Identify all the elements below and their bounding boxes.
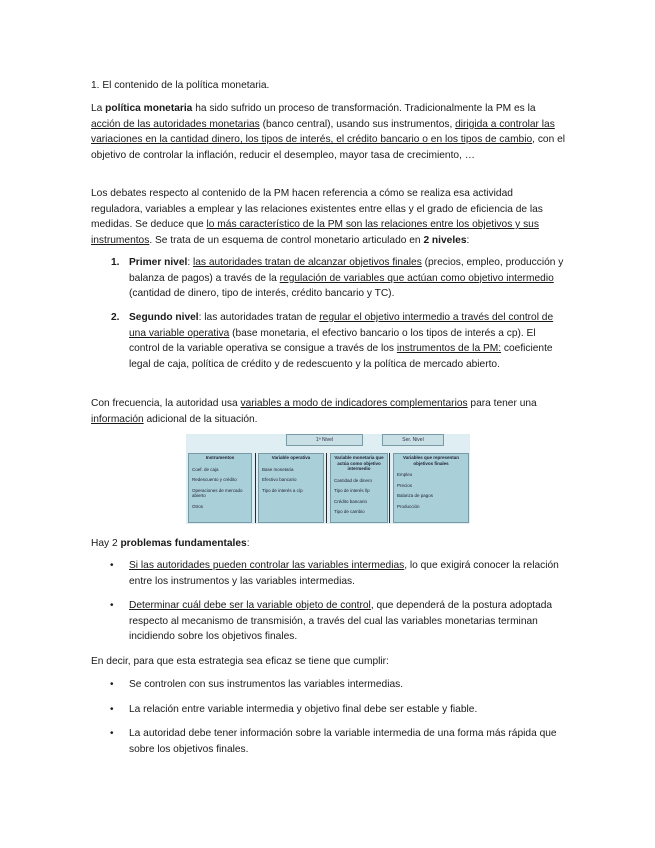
paragraph-indicators xyxy=(91,396,566,427)
bullet-icon: • xyxy=(110,600,114,611)
column-item: Producción xyxy=(397,503,420,509)
diagram-separator xyxy=(326,453,327,523)
column-item: Cantidad de dinero xyxy=(334,477,373,483)
underlined-text: información xyxy=(91,413,144,425)
underlined-text: instrumentos de la PM: xyxy=(396,343,502,355)
underlined-text: dirigida a controlar las variaciones en la cantidad dinero, los tipos de interés, el crédito bancario o en los tipos de cambio xyxy=(91,118,555,146)
text: (precios, empleo, producción y balanza de pagos) a través de la xyxy=(129,257,564,284)
text: : las autoridades tratan de xyxy=(198,312,320,323)
text: para tener una xyxy=(467,398,537,409)
underlined-text: Si las autoridades pueden controlar las variables intermedias xyxy=(129,560,405,571)
control-scheme-diagram xyxy=(186,434,470,524)
condition-item-2 xyxy=(91,702,566,718)
list-text xyxy=(129,255,566,302)
text: coeficiente legal de caja, política de crédito y de redescuento y la política de mercado abierto. xyxy=(129,343,553,370)
problem-item-2 xyxy=(91,598,566,645)
text: , lo que exigirá conocer la relación entre los instrumentos y las variables intermedias. xyxy=(129,560,559,587)
diagram-column-final xyxy=(393,453,469,523)
text: : xyxy=(246,538,250,549)
bullet-icon: • xyxy=(110,728,114,739)
text: ha sido sufrido un proceso de transformación. Tradicionalmente la PM es la xyxy=(192,103,536,114)
text: La xyxy=(91,103,106,114)
text: Los debates respecto al contenido de la PM hacen referencia a cómo se realiza esa actividad reguladora, variables a emplear y las relaciones existentes entre ellas y el grado de eficiencia de las medidas. Se deduce que xyxy=(91,188,543,231)
text: (base monetaria, el efectivo bancario o los tipos de interés a cp). El control de la variable operativa se consigue a través de los xyxy=(129,327,536,355)
text: : xyxy=(187,257,193,268)
bold-term: 2 niveles xyxy=(423,234,467,246)
underlined-text: regular el objetivo intermedio a través del control de una variable operativa xyxy=(129,312,554,339)
section-heading: 1. El contenido de la política monetaria. xyxy=(91,80,270,91)
text: (banco central), usando sus instrumentos, xyxy=(259,118,456,130)
text: adicional de la situación. xyxy=(143,413,258,425)
list-number: 2. xyxy=(111,312,120,323)
text: Con frecuencia, la autoridad usa xyxy=(91,398,241,409)
bold-term: problemas fundamentales xyxy=(120,538,247,549)
level-item-2 xyxy=(91,310,566,372)
paragraph-debates xyxy=(91,186,566,248)
column-header: Variable operativa xyxy=(271,455,311,460)
bullet-icon: • xyxy=(110,560,114,571)
list-text: La autoridad debe tener información sobre la variable intermedia de una forma más rápida que sobre los objetivos finales. xyxy=(129,728,557,755)
underlined-text: lo más característico de la PM son las relaciones entre los objetivos y sus instrumentos xyxy=(91,219,539,246)
column-item: Otros xyxy=(192,503,204,509)
text: Hay 2 xyxy=(91,538,121,549)
bullet-icon: • xyxy=(110,679,114,690)
column-item: Tipo de interés a c/p xyxy=(262,487,303,493)
column-header: Instrumentos xyxy=(205,455,235,460)
column-header: Variables que representan objetivos finales xyxy=(402,455,460,466)
column-item: Redescuento y crédito xyxy=(192,477,237,482)
list-text xyxy=(129,598,566,645)
conditions-intro: En decir, para que esta estrategia sea eficaz se tiene que cumplir: xyxy=(91,656,389,667)
underlined-text: acción de las autoridades monetarias xyxy=(91,118,260,130)
column-item: Efectivo bancario xyxy=(262,477,297,482)
underlined-text: las autoridades tratan de alcanzar objetivos finales xyxy=(193,257,422,268)
column-item: Base monetaria xyxy=(262,466,294,472)
list-text xyxy=(129,310,566,372)
column-item: Empleo xyxy=(397,472,413,477)
text: , con el objetivo de controlar la inflación, reducir el desempleo, mayor tasa de crecimiento, … xyxy=(91,134,566,161)
diagram-column-instruments xyxy=(188,453,252,523)
condition-item-1 xyxy=(91,677,566,693)
column-header: Variable monetaria que actúa como objetivo intermedio xyxy=(334,455,384,471)
level-title: Segundo nivel xyxy=(129,312,199,323)
column-item: Coef. de caja xyxy=(192,466,219,472)
diagram-column-intermediate xyxy=(330,453,388,523)
diagram-separator xyxy=(255,453,256,523)
list-text: Se controlen con sus instrumentos las variables intermedias. xyxy=(129,679,404,690)
diagram-separator xyxy=(389,453,390,523)
text: . Se trata de un esquema de control monetario articulado en xyxy=(149,234,424,246)
text: (cantidad de dinero, tipo de interés, crédito bancario y TC). xyxy=(129,288,395,300)
paragraph-intro xyxy=(91,101,566,163)
column-item: Precios xyxy=(397,482,413,488)
level-item-1 xyxy=(91,255,566,302)
underlined-text: regulación de variables que actúan como objetivo intermedio xyxy=(279,272,554,284)
list-number: 1. xyxy=(111,257,120,268)
problem-item-1 xyxy=(91,558,566,589)
condition-item-3 xyxy=(91,726,566,757)
text: : xyxy=(466,234,470,246)
bullet-icon: • xyxy=(110,704,114,715)
problems-intro xyxy=(91,536,250,552)
level-title: Primer nivel xyxy=(129,257,188,268)
underlined-text: Determinar cuál debe ser la variable objeto de control xyxy=(129,600,371,611)
text: , que dependerá de la postura adoptada respecto al mecanismo de transmisión, a través del cual las variables monetarias terminan incidiendo sobre los objetivos finales. xyxy=(129,600,553,643)
underlined-text: variables a modo de indicadores complementarios xyxy=(240,398,468,409)
diagram-column-operative xyxy=(258,453,324,523)
column-item: Tipo de cambio xyxy=(334,509,365,514)
column-item: Tipo de interés l/p xyxy=(334,488,370,493)
list-text xyxy=(129,558,566,589)
column-item: Operaciones de mercado abierto xyxy=(192,487,243,498)
diagram-top-left-label: 1ª Nivel xyxy=(286,434,363,446)
column-item: Crédito bancario xyxy=(334,498,368,504)
column-item: Balanza de pagos xyxy=(397,493,434,498)
diagram-top-right-label: Ser. Nivel xyxy=(382,434,444,446)
bold-term: política monetaria xyxy=(105,103,193,114)
list-text: La relación entre variable intermedia y objetivo final debe ser estable y fiable. xyxy=(129,704,478,715)
